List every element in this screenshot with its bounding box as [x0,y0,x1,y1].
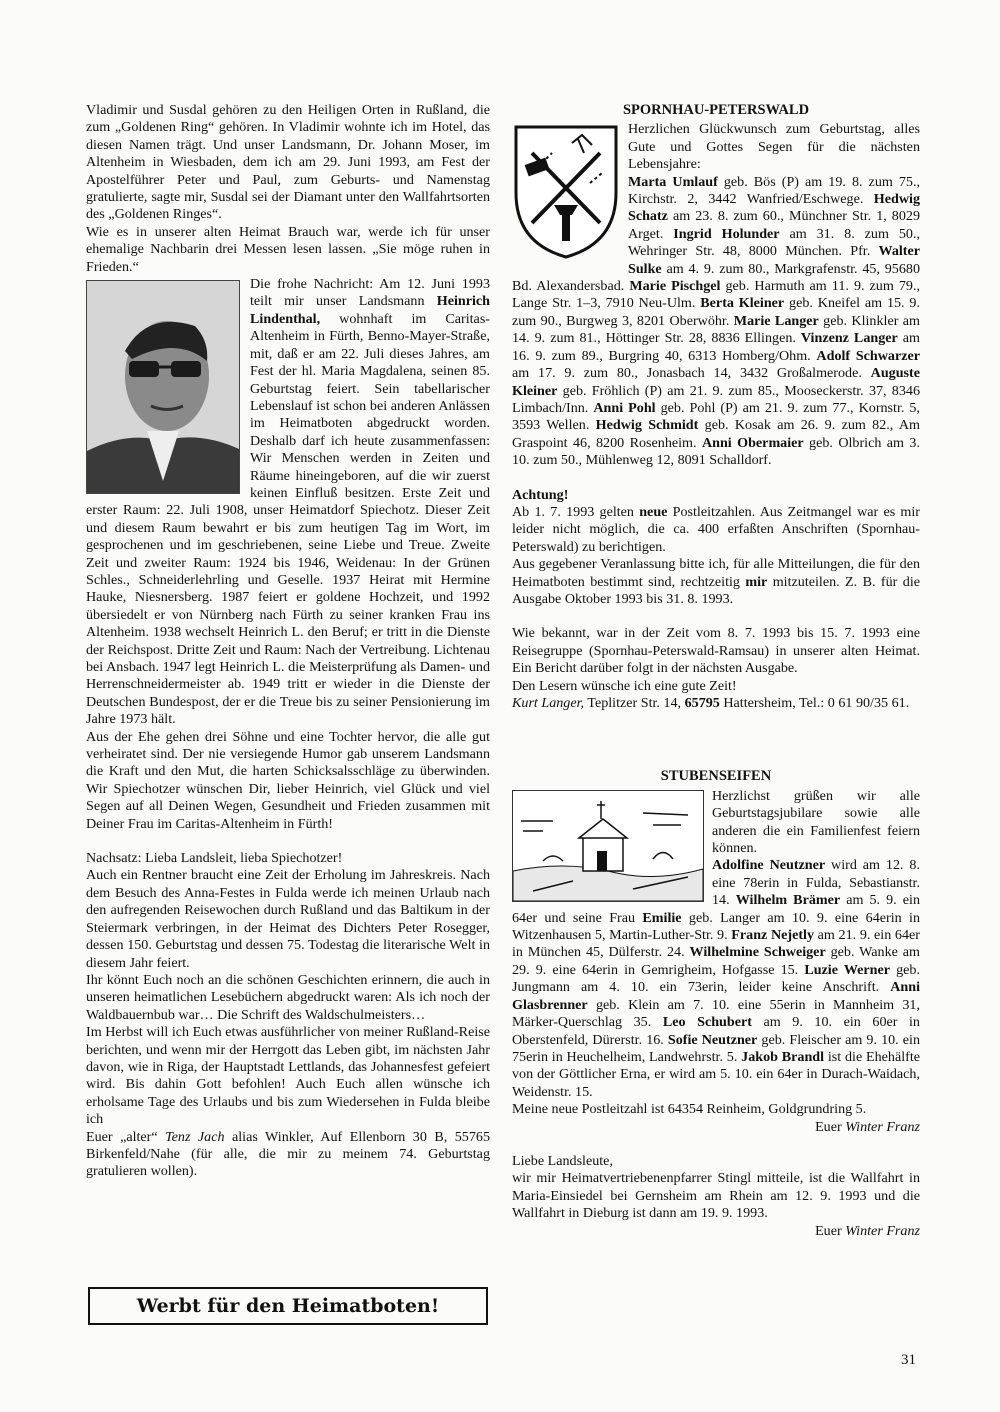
paragraph-rentner: Auch ein Rentner braucht eine Zeit der Erholung im Jahreskreis. Nach dem Besuch des Anna-Festes in Fulda werde ich meinen Urlaub nach den aufregenden Reisewochen durch Rußland und das Baltikum in der Steiermark verbringen, in der Heimat des Dichters Peter Rosegger, dessen 150. Geburtstag und dessen 75. Todestag die literarische Welt in diesem Jahr feiert. [86,867,490,971]
paragraph-spornhau-birthdays: Herzlichen Glückwunsch zum Geburtstag, alles Gute und Gottes Segen für die nächsten Lebensjahre: Marta Umlauf geb. Bös (P) am 19. 8. zum 75., Kirchstr. 2, 3442 Wanfried/Eschwege. Hedwig Schatz am 23. 8. zum 60., Münchner Str. 1, 8029 Arget. Ingrid Holunder am 31. 8. zum 50., Wehringer Str. 48, 8000 München. Pfr. Walter Sulke am 4. 9. zum 80., Markgrafenstr. 45, 95680 Bd. Alexandersbad. Marie Pischgel geb. Harmuth am 11. 9. zum 79., Lange Str. 1–3, 7910 Neu-Ulm. Berta Kleiner geb. Kneifel am 15. 9. zum 90., Burgweg 3, 8201 Oberwöhr. Marie Langer geb. Klinkler am 14. 9. zum 81., Höttinger Str. 28, 8836 Ellingen. Vinzenz Langer am 16. 9. zum 89., Burgring 40, 6313 Homberg/Ohm. Adolf Schwarzer am 17. 9. zum 80., Jonasbach 14, 3432 Großalmerode. Auguste Kleiner geb. Fröhlich (P) am 21. 9. zum 85., Mooseckerstr. 37, 8346 Limbach/Inn. Anni Pohl geb. Pohl (P) am 21. 9. zum 77., Kornstr. 5, 3593 Wellen. Hedwig Schmidt geb. Kosak am 26. 9. zum 82., Am Graspoint 46, 8200 Rosenheim. Anni Obermaier geb. Olbrich am 3. 10. zum 50., Mühlenweg 12, 8091 Schalldorf. [512,121,921,469]
paragraph-herbst: Im Herbst will ich Euch etwas ausführlicher von meiner Rußland-Reise berichten, und wenn mir der Herrgott das Leben gibt, im nächsten Jahr davon, wie in Riga, der Hauptstadt Lettlands, das Johannesfest gefeiert wird. Bis dahin Gott befohlen! Auch Euch allen wünsche ich erholsame Tage des Urlaubs und bis zum Wiedersehen in Fulda bleibe ich [86,1024,490,1128]
paragraph-mitteilungen: Aus gegebener Veranlassung bitte ich, für alle Mitteilungen, die für den Heimatboten bestimmt sind, rechtzeitig mir mitzuteilen. Z. B. für die Ausgabe Oktober 1993 bis 31. 8. 1993. [512,556,920,607]
paragraph-lindenthal: Die frohe Nachricht: Am 12. Juni 1993 teilt mir unser Landsmann Heinrich Lindenthal, wohnhaft im Caritas-Altenheim in Fürth, Benno-Mayer-Straße, mit, daß er am 22. Juli dieses Jahres, am Fest der hl. Maria Magdalena, seinen 85. Geburtstag feiert. Sein tabellarischer Lebenslauf ist schon bei anderen Anlässen im Heimatboten abgedruckt worden. Deshalb darf ich heute zusammenfassen: Wir Menschen werden in Zeiten und Räume hineingeboren, auf die wir zuerst keinen Einfluß besitzen. Erste Zeit und erster Raum: 22. Juli 1908, unser Heimatdorf Spiechotz. Dieser Zeit und diesem Raum bewahrt er bis zum heutigen Tag im Wort, im gesprochenen und im geschriebenen, seine Liebe und Treue. Zweite Zeit und zweiter Raum: 1924 bis 1946, Weidenau: In der Grünen Schles., Schneiderlehrling und Geselle. 1937 Heirat mit Hermine Hauke, Niesnersberg. 1987 feiert er goldene Hochzeit, und 1992 übersiedelt er von Nürnberg nach Fürth zu seiner kranken Frau ins Altenheim. 1938 wechselt Heinrich L. den Beruf; er tritt in die Dienste der Reichspost. Dritte Zeit und Raum: Nach der Vertreibung. Lichtenau bei Ansbach. 1947 legt Heinrich L. die Meisterprüfung als Damen- und Herrenschneidermeister ab. 1949 tritt er wieder in die Dienste der Deutschen Bundespost, der er die Treue bis zu seiner Pensionierung im Jahre 1973 hält. [86,276,490,728]
paragraph-postleitzahlen: Ab 1. 7. 1993 gelten neue Postleitzahlen. Aus Zeitmangel war es mir leider nicht möglich, die ca. 400 erfaßten Anschriften (Spornhau-Peterswald) zu berichtigen. [512,503,921,555]
coat-of-arms-icon [512,123,620,261]
heading-spornhau: SPORNHAU-PETERSWALD [622,102,810,118]
paragraph-stubenseifen-birthdays: Herzlichst grüßen wir alle Geburtstagsjubilare sowie alle anderen die ein Familienfest feiern können. Adolfine Neutzner wird am 12. 8. eine 78erin in Fulda, Sebastianstr. 14. Wilhelm Brämer am 5. 9. ein 64er und seine Frau Emilie geb. Langer am 10. 9. eine 64erin in Witzenhausen 5, Martin-Luther-Str. 9. Franz Nejetly am 21. 9. ein 64er in München 45, Dülferstr. 24. Wilhelmine Schweiger geb. Wanke am 29. 9. eine 64erin in Gemrigheim, Hofgasse 15. Luzie Werner geb. Jungmann am 4. 10. ein 73erin, leider keine Anschrift. Anni Glasbrenner geb. Klein am 7. 10. eine 55erin in Mannheim 31, Märker-Querschlag 35. Leo Schubert am 9. 10. ein 60er in Oberstenfeld, Dürerstr. 16. Sofie Neutzner geb. Fleischer am 9. 10. ein 75erin in Heuchelheim, Landwehrstr. 5. Jakob Brandl ist die Ehehälfte von der Göttlicher Erna, er wird am 5. 10. ein 64er in Durach-Waidach, Weidenstr. 15. [512,787,921,1100]
paragraph-greeting: Liebe Landsleute, [512,1152,613,1169]
left-column [86,102,490,1181]
paragraph-ehe: Aus der Ehe gehen drei Söhne und eine Tochter hervor, die alle gut verheiratet sind. Der nie versiegende Humor gab unserem Landsmann die Kraft und den Mut, die harten Schicksalsschläge zu überwinden. Wir Spiechotzer wünschen Dir, lieber Heinrich, viel Glück und viel Segen auf all Deinen Wegen, Gesundheit und Frieden zusammen mit Deiner Frau im Caritas-Altenheim in Fürth! [86,728,490,832]
heading-achtung: Achtung! [512,486,569,503]
paragraph-reisegruppe: Wie bekannt, war in der Zeit vom 8. 7. 1993 bis 15. 7. 1993 eine Reisegruppe (Spornhau-Peterswald-Ramsau) in unserer alten Heimat. Ein Bericht darüber folgt in der nächsten Ausgabe. [512,625,920,677]
paragraph-gute-zeit: Den Lesern wünsche ich eine gute Zeit! [512,677,737,694]
signature-winter-2: Euer Winter Franz [815,1222,920,1239]
signature-winter-1: Euer Winter Franz [815,1118,920,1135]
paragraph-vladimir: Vladimir und Susdal gehören zu den Heiligen Orten in Rußland, die zum „Goldenen Ring“ gehören. In Vladimir wohnte ich im Hotel, das diesen Namen trägt. Und unser Landsmann, Dr. Johann Moser, im Altenheim in Wiesbaden, dem ich am 29. Juni 1993, am Fest der Apostelführer Peter und Paul, zum Geburts- und Namenstag gratulierte, sagte mir, Susdal sei der Diamant unter den Wallfahrtsorten des „Goldenen Ringes“. [86,102,490,223]
paragraph-messen: Wie es in unserer alten Heimat Brauch war, werde ich für unser ehemalige Nachbarin drei Messen lesen lassen. „Sie möge ruhen in Frieden.“ [86,223,490,275]
paragraph-new-postcode: Meine neue Postleitzahl ist 64354 Reinheim, Goldgrundring 5. [512,1101,867,1118]
heading-stubenseifen: STUBENSEIFEN [660,768,772,785]
right-column [512,102,920,1240]
page-number: 31 [901,1352,916,1368]
paragraph-geschichten: Ihr könnt Euch noch an die schönen Geschichten erinnern, die auch in unseren heimatlichen Lesebüchern abgedruckt waren: Als ich noch der Waldbauernbub war… Die Schrift des Waldschulmeisters… [86,971,490,1023]
paragraph-signature-jach: Euer „alter“ Tenz Jach alias Winkler, Auf Ellenborn 30 B, 55765 Birkenfeld/Nahe (für alle, die mir zu meinem 74. Geburtstag gratulieren wollen). [86,1128,490,1180]
portrait-photo [86,280,240,494]
paragraph-wallfahrt: wir mir Heimatvertriebenenpfarrer Stingl mitteile, ist die Wallfahrt in Maria-Einsiedel bei Gernsheim am Rhein am 12. 9. 1993 und die Wallfahrt in Dieburg ist dann am 19. 9. 1993. [512,1170,920,1222]
village-church-sketch [512,790,704,902]
paragraph-signature-langer: Kurt Langer, Teplitzer Str. 14, 65795 Hattersheim, Tel.: 0 61 90/35 61. [512,695,910,711]
banner-heimatboten: Werbt für den Heimatboten! [88,1287,488,1325]
paragraph-nachsatz: Nachsatz: Lieba Landsleit, lieba Spiechotzer! [86,850,343,867]
